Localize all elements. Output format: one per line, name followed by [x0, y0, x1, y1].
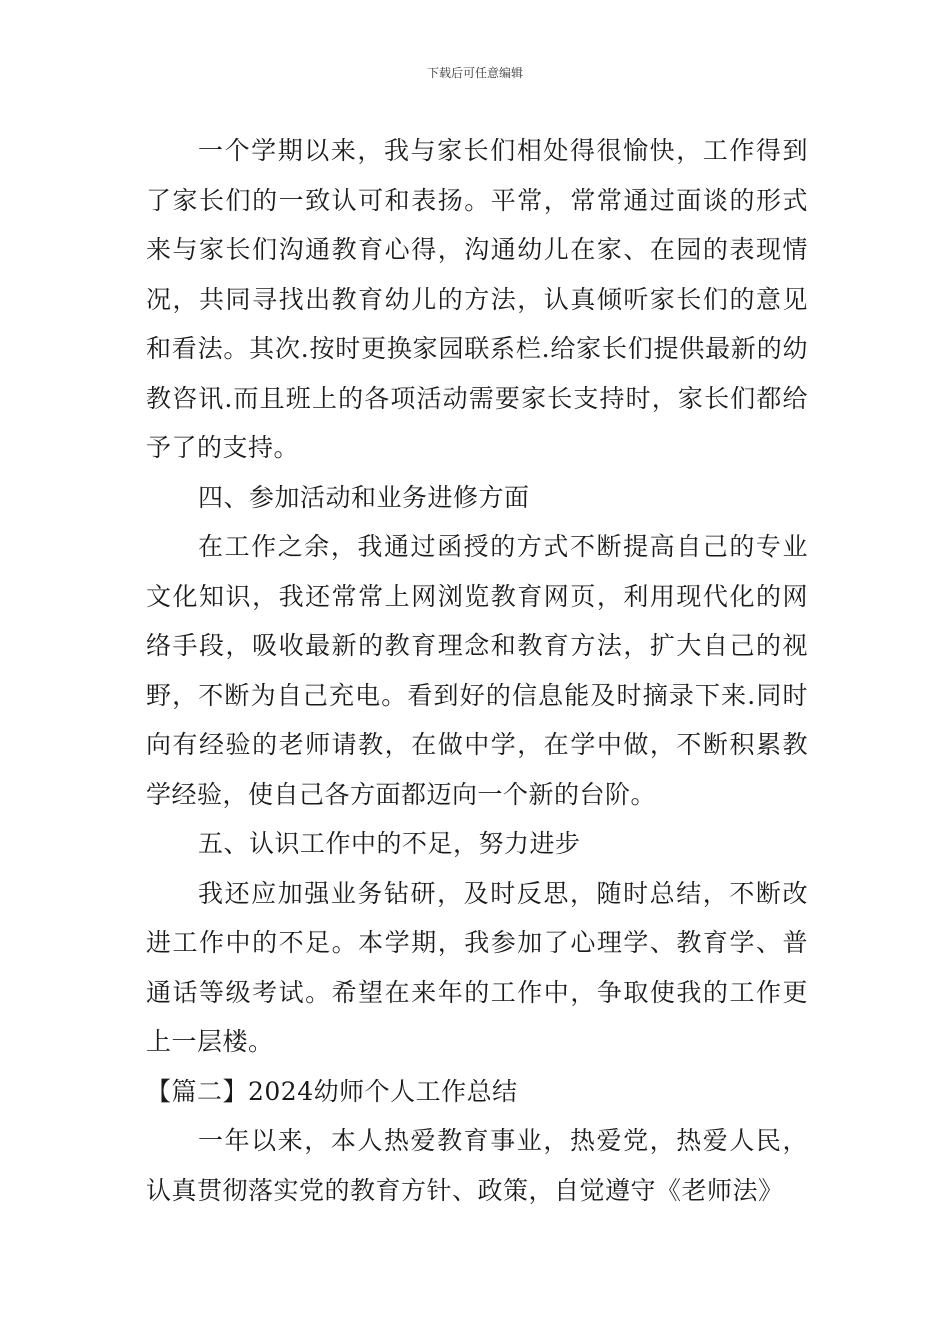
page-header: 下载后可任意编辑 — [426, 66, 523, 80]
document-body — [146, 126, 808, 1215]
section-heading-shortcomings: 五、认识工作中的不足，努力进步 — [198, 829, 581, 858]
article-title-part-two: 【篇二】2024幼师个人工作总结 — [146, 1076, 518, 1106]
paragraph-year-summary: 一年以来，本人热爱教育事业，热爱党，热爱人民，认真贯彻落实党的教育方针、政策，自觉遵守《老师法》 — [146, 1126, 808, 1205]
paragraph-professional-study: 在工作之余，我通过函授的方式不断提高自己的专业文化知识，我还常常上网浏览教育网页，利用现代化的网络手段，吸收最新的教育理念和教育方法，扩大自己的视野，不断为自己充电。看到好的信息能及时摘录下来.同时向有经验的老师请教，在做中学，在学中做，不断积累教学经验，使自己各方面都迈向一个新的台阶。 — [146, 532, 808, 809]
paragraph-parent-communication: 一个学期以来，我与家长们相处得很愉快，工作得到了家长们的一致认可和表扬。平常，常常通过面谈的形式来与家长们沟通教育心得，沟通幼儿在家、在园的表现情况，共同寻找出教育幼儿的方法，认真倾听家长们的意见和看法。其次.按时更换家园联系栏.给家长们提供最新的幼教咨讯.而且班上的各项活动需要家长支持时，家长们都给予了的支持。 — [146, 136, 808, 462]
section-heading-activities: 四、参加活动和业务进修方面 — [198, 482, 530, 512]
paragraph-improvement: 我还应加强业务钻研，及时反思，随时总结，不断改进工作中的不足。本学期，我参加了心理学、教育学、普通话等级考试。希望在来年的工作中，争取使我的工作更上一层楼。 — [146, 878, 808, 1056]
